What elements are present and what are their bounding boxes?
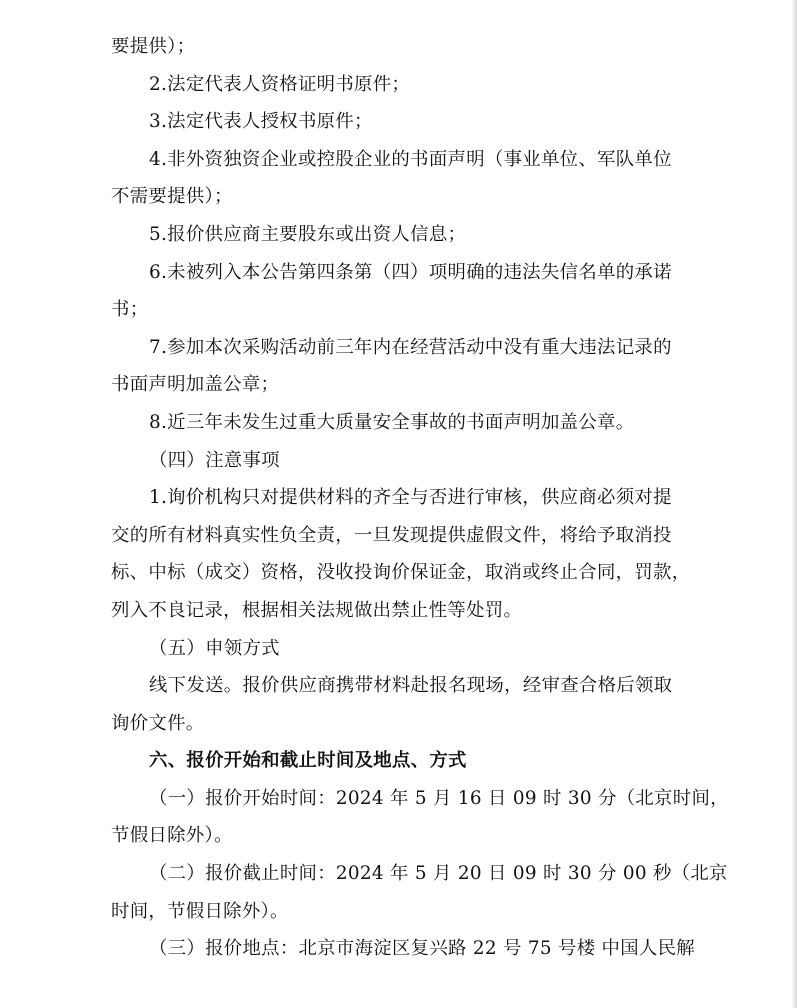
application-text: 线下发送。报价供应商携带材料赴报名现场，经审查合格后领取	[149, 675, 673, 697]
list-item-5: 5.报价供应商主要股东或出资人信息；	[149, 223, 467, 245]
text-line: 节假日除外）。	[111, 825, 233, 847]
text-line: 不需要提供）；	[111, 186, 233, 208]
text-line: 列入不良记录，根据相关法规做出禁止性等处罚。	[111, 599, 523, 621]
text-line: 询价文件。	[111, 712, 205, 734]
text-line: 时间，节假日除外）。	[111, 900, 289, 922]
text-line: 书；	[111, 299, 149, 321]
list-item-2: 2.法定代表人资格证明书原件；	[149, 73, 411, 95]
quote-location: （三）报价地点：北京市海淀区复兴路 22 号 75 号楼 中国人民解	[149, 938, 695, 960]
section-heading-six: 六、报价开始和截止时间及地点、方式	[149, 750, 467, 772]
notes-item-1: 1.询价机构只对提供材料的齐全与否进行审核，供应商必须对提	[149, 487, 672, 509]
quote-start-time: （一）报价开始时间：2024 年 5 月 16 日 09 时 30 分（北京时间，	[149, 787, 729, 809]
page-edge-shadow	[791, 0, 797, 1008]
list-item-6: 6.未被列入本公告第四条第（四）项明确的违法失信名单的承诺	[149, 261, 672, 283]
list-item-7: 7.参加本次采购活动前三年内在经营活动中没有重大违法记录的	[149, 336, 672, 358]
list-item-8: 8.近三年未发生过重大质量安全事故的书面声明加盖公章。	[149, 411, 635, 433]
text-line: 交的所有材料真实性负全责，一旦发现提供虚假文件，将给予取消投	[111, 524, 672, 546]
subsection-heading-application: （五）申领方式	[149, 637, 280, 659]
list-item-3: 3.法定代表人授权书原件；	[149, 111, 373, 133]
subsection-heading-notes: （四）注意事项	[149, 449, 280, 471]
text-line: 标、中标（成交）资格，没收投询价保证金，取消或终止合同，罚款，	[111, 562, 691, 584]
quote-deadline: （二）报价截止时间：2024 年 5 月 20 日 09 时 30 分 00 秒（北京	[149, 863, 728, 885]
text-line: 书面声明加盖公章；	[111, 374, 280, 396]
document-body	[111, 28, 729, 968]
text-line: 要提供）；	[111, 36, 196, 57]
list-item-4: 4.非外资独资企业或控股企业的书面声明（事业单位、军队单位	[149, 148, 672, 170]
